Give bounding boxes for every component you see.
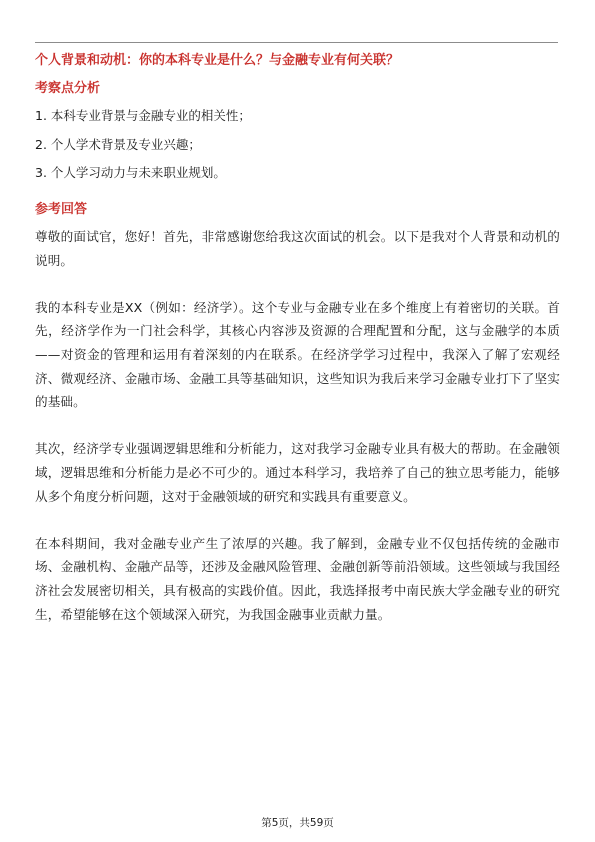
list-item: 3. 个人学习动力与未来职业规划。 xyxy=(35,165,226,180)
header-rule xyxy=(35,42,558,43)
answer-paragraph: 在本科期间，我对金融专业产生了浓厚的兴趣。我了解到，金融专业不仅包括传统的金融市场、金融机构、金融产品等，还涉及金融风险管理、金融创新等前沿领域。这些领域与我国经济社会发展密切相关，具有极高的实践价值。因此，我选择报考中南民族大学金融专业的研究生，希望能够在这个领域深入研究，为我国金融事业贡献力量。 xyxy=(35,535,560,622)
answer-paragraph: 我的本科专业是XX（例如：经济学）。这个专业与金融专业在多个维度上有着密切的关联。首先，经济学作为一门社会科学，其核心内容涉及资源的合理配置和分配，这与金融学的本质——对资金的管理和运用有着深刻的内在联系。在经济学学习过程中，我深入了解了宏观经济、微观经济、金融市场、金融工具等基础知识，这些知识为我后来学习金融专业打下了坚实的基础。 xyxy=(35,299,560,410)
page-number: 第5页，共59页 xyxy=(261,817,334,829)
answer-paragraph: 其次，经济学专业强调逻辑思维和分析能力，这对我学习金融专业具有极大的帮助。在金融领域，逻辑思维和分析能力是必不可少的。通过本科学习，我培养了自己的独立思考能力，能够从多个角度分析问题，这对于金融领域的研究和实践具有重要意义。 xyxy=(35,441,560,504)
answer-paragraph: 尊敬的面试官，您好！首先，非常感谢您给我这次面试的机会。以下是我对个人背景和动机的说明。 xyxy=(35,229,560,268)
question-title: 个人背景和动机：你的本科专业是什么？与金融专业有何关联？ xyxy=(35,53,400,68)
analysis-list xyxy=(35,107,560,193)
answer-heading: 参考回答 xyxy=(35,202,88,217)
list-item: 2. 个人学术背景及专业兴趣； xyxy=(35,136,201,152)
list-item: 1. 本科专业背景与金融专业的相关性； xyxy=(35,108,251,123)
analysis-heading: 考察点分析 xyxy=(35,81,101,96)
answer-body xyxy=(35,225,560,650)
